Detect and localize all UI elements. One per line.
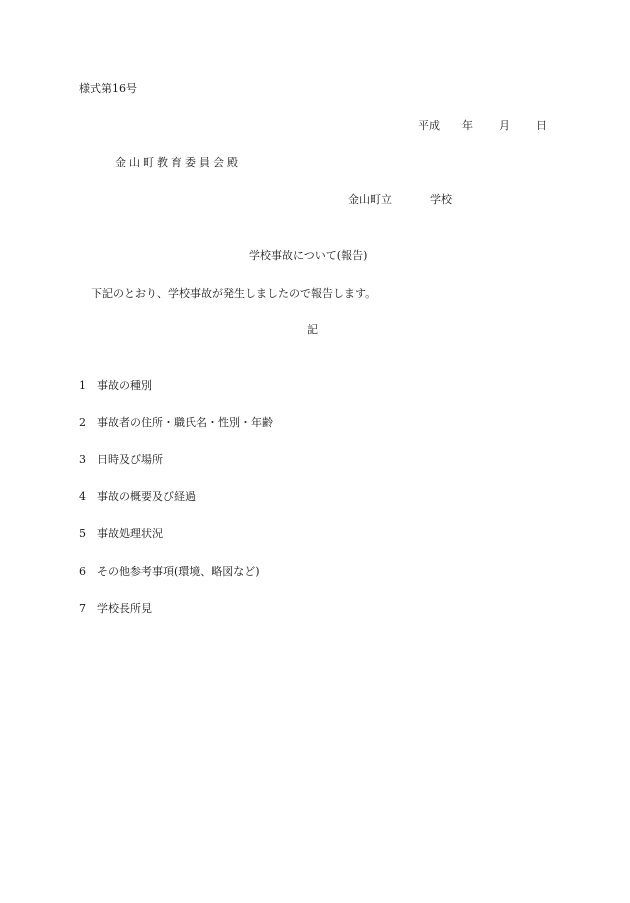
item-number: 2 [79, 416, 86, 429]
item-label: 事故の概要及び経過 [97, 490, 196, 503]
sender-prefix: 金山町立 [348, 193, 392, 206]
item-label: その他参考事項(環境、略図など) [97, 565, 260, 578]
item-label: 事故処理状況 [97, 527, 163, 540]
sender-suffix: 学校 [430, 193, 452, 206]
list-item [79, 603, 152, 614]
form-number: 様式第16号 [79, 82, 137, 95]
ki-heading: 記 [307, 323, 318, 336]
item-number: 5 [79, 527, 86, 540]
date-day: 日 [536, 119, 547, 132]
sender [348, 194, 452, 205]
item-number: 4 [79, 490, 86, 503]
list-item [79, 528, 163, 539]
item-number: 6 [79, 565, 86, 578]
item-label: 事故の種別 [97, 379, 152, 392]
intro-text: 下記のとおり、学校事故が発生しましたので報告します。 [91, 287, 377, 300]
list-item [79, 380, 152, 391]
item-label: 事故者の住所・職氏名・性別・年齢 [97, 416, 273, 429]
addressee: 金山町教育委員会殿 [115, 156, 241, 169]
date-line [418, 120, 547, 131]
date-year: 年 [462, 119, 473, 132]
list-item [79, 454, 163, 465]
list-item [79, 491, 196, 502]
item-label: 学校長所見 [97, 602, 152, 615]
list-item [79, 566, 260, 577]
item-label: 日時及び場所 [97, 453, 163, 466]
item-number: 3 [79, 453, 86, 466]
date-month: 月 [499, 119, 510, 132]
item-number: 1 [79, 379, 86, 392]
list-item [79, 417, 273, 428]
date-era: 平成 [418, 119, 440, 132]
item-number: 7 [79, 602, 86, 615]
document-title: 学校事故について(報告) [249, 249, 368, 262]
